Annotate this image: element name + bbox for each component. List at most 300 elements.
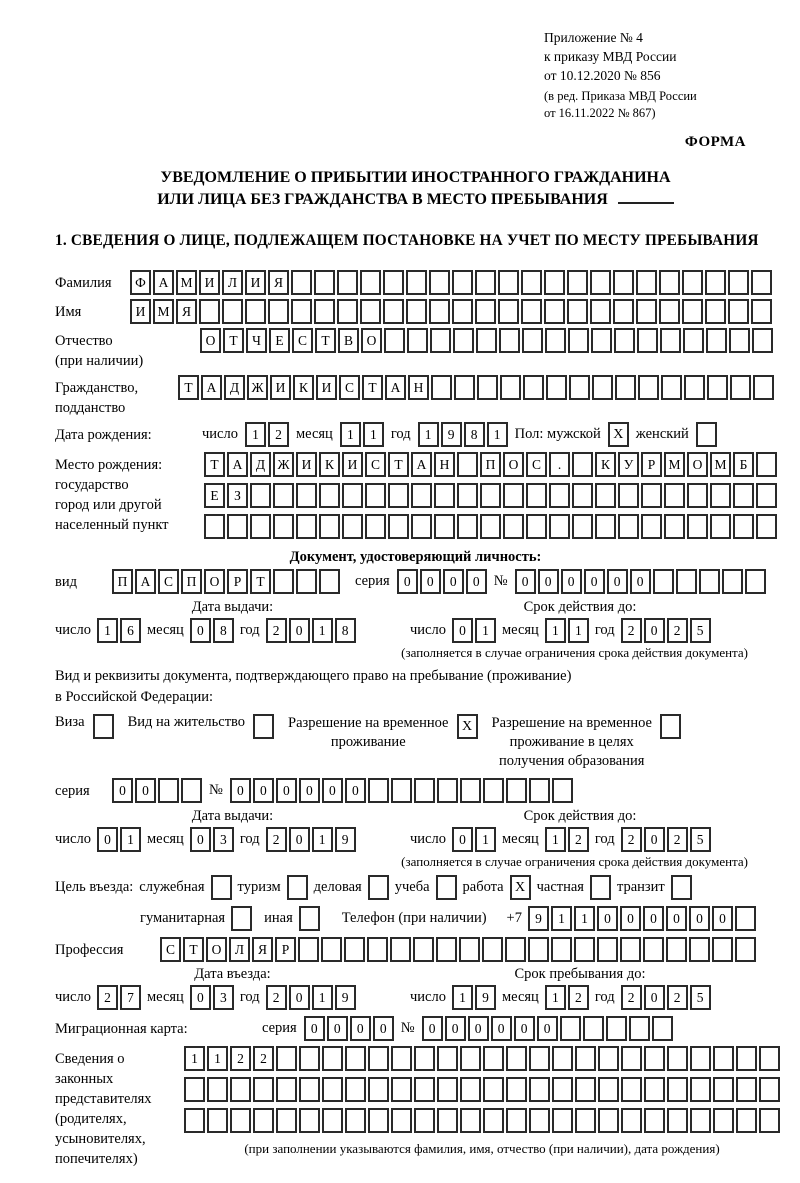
char-cell[interactable]: С <box>365 452 386 477</box>
char-cell[interactable] <box>567 270 588 295</box>
char-cell[interactable] <box>460 1046 481 1071</box>
char-cell[interactable]: З <box>227 483 248 508</box>
char-cell[interactable] <box>733 514 754 539</box>
char-cell[interactable] <box>365 483 386 508</box>
char-cell[interactable] <box>687 514 708 539</box>
char-cell[interactable] <box>273 514 294 539</box>
char-cell[interactable]: Е <box>269 328 290 353</box>
char-cell[interactable]: 5 <box>690 985 711 1010</box>
char-cell[interactable] <box>503 514 524 539</box>
char-cell[interactable]: 0 <box>190 618 211 643</box>
char-cell[interactable]: И <box>342 452 363 477</box>
char-cell[interactable]: С <box>160 937 181 962</box>
char-cell[interactable]: И <box>245 270 266 295</box>
char-cell[interactable] <box>528 937 549 962</box>
char-cell[interactable] <box>483 1046 504 1071</box>
char-cell[interactable] <box>314 270 335 295</box>
char-cell[interactable] <box>291 270 312 295</box>
char-cell[interactable] <box>368 1108 389 1133</box>
char-cell[interactable]: 2 <box>667 985 688 1010</box>
char-cell[interactable]: 1 <box>568 618 589 643</box>
char-cell[interactable]: И <box>199 270 220 295</box>
char-cell[interactable] <box>299 1046 320 1071</box>
char-cell[interactable]: 1 <box>551 906 572 931</box>
char-cell[interactable]: Т <box>178 375 199 400</box>
char-cell[interactable]: Т <box>388 452 409 477</box>
char-cell[interactable] <box>391 1108 412 1133</box>
char-cell[interactable] <box>614 328 635 353</box>
char-cell[interactable] <box>437 778 458 803</box>
char-cell[interactable] <box>713 1077 734 1102</box>
char-cell[interactable] <box>751 270 772 295</box>
char-cell[interactable] <box>360 299 381 324</box>
char-cell[interactable]: 0 <box>397 569 418 594</box>
char-cell[interactable]: О <box>361 328 382 353</box>
char-cell[interactable] <box>388 514 409 539</box>
char-cell[interactable] <box>291 299 312 324</box>
char-cell[interactable]: Н <box>434 452 455 477</box>
char-cell[interactable]: И <box>130 299 151 324</box>
char-cell[interactable] <box>621 1077 642 1102</box>
char-cell[interactable]: О <box>687 452 708 477</box>
char-cell[interactable] <box>431 375 452 400</box>
char-cell[interactable]: 9 <box>528 906 549 931</box>
char-cell[interactable]: 2 <box>97 985 118 1010</box>
char-cell[interactable] <box>592 375 613 400</box>
char-cell[interactable] <box>752 328 773 353</box>
char-cell[interactable]: М <box>710 452 731 477</box>
char-cell[interactable]: П <box>480 452 501 477</box>
char-cell[interactable]: С <box>339 375 360 400</box>
char-cell[interactable]: Т <box>362 375 383 400</box>
purpose-official-checkbox[interactable] <box>211 875 232 900</box>
char-cell[interactable]: Н <box>408 375 429 400</box>
char-cell[interactable] <box>184 1077 205 1102</box>
char-cell[interactable]: П <box>112 569 133 594</box>
char-cell[interactable]: 0 <box>644 618 665 643</box>
char-cell[interactable] <box>250 514 271 539</box>
char-cell[interactable] <box>296 569 317 594</box>
char-cell[interactable]: 0 <box>190 827 211 852</box>
char-cell[interactable] <box>181 778 202 803</box>
char-cell[interactable] <box>682 270 703 295</box>
char-cell[interactable] <box>575 1108 596 1133</box>
char-cell[interactable] <box>503 483 524 508</box>
char-cell[interactable] <box>411 514 432 539</box>
char-cell[interactable] <box>643 937 664 962</box>
char-cell[interactable] <box>453 328 474 353</box>
char-cell[interactable]: 1 <box>312 618 333 643</box>
char-cell[interactable] <box>659 270 680 295</box>
char-cell[interactable] <box>733 483 754 508</box>
char-cell[interactable] <box>699 569 720 594</box>
char-cell[interactable] <box>728 270 749 295</box>
char-cell[interactable] <box>569 375 590 400</box>
char-cell[interactable]: Д <box>224 375 245 400</box>
char-cell[interactable]: 2 <box>266 985 287 1010</box>
char-cell[interactable]: 0 <box>561 569 582 594</box>
char-cell[interactable] <box>296 514 317 539</box>
char-cell[interactable] <box>498 270 519 295</box>
char-cell[interactable]: 1 <box>574 906 595 931</box>
char-cell[interactable]: 0 <box>452 827 473 852</box>
char-cell[interactable]: 2 <box>667 618 688 643</box>
char-cell[interactable] <box>230 1108 251 1133</box>
char-cell[interactable] <box>204 514 225 539</box>
char-cell[interactable]: . <box>549 452 570 477</box>
char-cell[interactable]: 8 <box>464 422 485 447</box>
char-cell[interactable] <box>667 1108 688 1133</box>
char-cell[interactable] <box>722 569 743 594</box>
char-cell[interactable] <box>613 299 634 324</box>
char-cell[interactable] <box>314 299 335 324</box>
char-cell[interactable]: К <box>319 452 340 477</box>
char-cell[interactable] <box>621 1046 642 1071</box>
char-cell[interactable]: 2 <box>266 827 287 852</box>
char-cell[interactable]: 9 <box>335 827 356 852</box>
char-cell[interactable] <box>606 1016 627 1041</box>
char-cell[interactable]: П <box>181 569 202 594</box>
char-cell[interactable] <box>598 1046 619 1071</box>
char-cell[interactable] <box>390 937 411 962</box>
char-cell[interactable] <box>360 270 381 295</box>
char-cell[interactable]: 0 <box>597 906 618 931</box>
char-cell[interactable]: 0 <box>112 778 133 803</box>
char-cell[interactable] <box>482 937 503 962</box>
char-cell[interactable] <box>506 1108 527 1133</box>
char-cell[interactable] <box>437 1108 458 1133</box>
char-cell[interactable] <box>383 299 404 324</box>
char-cell[interactable] <box>230 1077 251 1102</box>
char-cell[interactable] <box>273 569 294 594</box>
char-cell[interactable] <box>414 778 435 803</box>
char-cell[interactable]: С <box>158 569 179 594</box>
char-cell[interactable] <box>273 483 294 508</box>
char-cell[interactable] <box>476 328 497 353</box>
char-cell[interactable] <box>687 483 708 508</box>
char-cell[interactable]: 0 <box>373 1016 394 1041</box>
char-cell[interactable] <box>388 483 409 508</box>
char-cell[interactable] <box>276 1046 297 1071</box>
char-cell[interactable] <box>572 452 593 477</box>
char-cell[interactable] <box>406 299 427 324</box>
char-cell[interactable] <box>522 328 543 353</box>
char-cell[interactable] <box>413 937 434 962</box>
char-cell[interactable] <box>549 514 570 539</box>
char-cell[interactable] <box>595 514 616 539</box>
char-cell[interactable]: 1 <box>207 1046 228 1071</box>
char-cell[interactable]: 0 <box>620 906 641 931</box>
char-cell[interactable] <box>590 299 611 324</box>
char-cell[interactable] <box>707 375 728 400</box>
char-cell[interactable]: 0 <box>666 906 687 931</box>
char-cell[interactable] <box>575 1046 596 1071</box>
char-cell[interactable]: Р <box>275 937 296 962</box>
char-cell[interactable] <box>598 1077 619 1102</box>
char-cell[interactable] <box>641 514 662 539</box>
char-cell[interactable]: 0 <box>322 778 343 803</box>
char-cell[interactable]: 0 <box>299 778 320 803</box>
char-cell[interactable] <box>365 514 386 539</box>
char-cell[interactable] <box>391 1077 412 1102</box>
char-cell[interactable]: 0 <box>514 1016 535 1041</box>
char-cell[interactable]: М <box>176 270 197 295</box>
char-cell[interactable] <box>521 299 542 324</box>
char-cell[interactable]: О <box>204 569 225 594</box>
char-cell[interactable] <box>158 778 179 803</box>
char-cell[interactable] <box>664 483 685 508</box>
char-cell[interactable] <box>638 375 659 400</box>
char-cell[interactable] <box>499 328 520 353</box>
char-cell[interactable] <box>544 299 565 324</box>
char-cell[interactable] <box>384 328 405 353</box>
char-cell[interactable] <box>368 1077 389 1102</box>
char-cell[interactable] <box>521 270 542 295</box>
char-cell[interactable] <box>667 1077 688 1102</box>
char-cell[interactable]: 0 <box>468 1016 489 1041</box>
char-cell[interactable] <box>730 375 751 400</box>
char-cell[interactable] <box>751 299 772 324</box>
char-cell[interactable] <box>644 1108 665 1133</box>
temp-residence-checkbox[interactable]: X <box>457 714 478 739</box>
char-cell[interactable]: Т <box>315 328 336 353</box>
char-cell[interactable] <box>574 937 595 962</box>
char-cell[interactable]: 2 <box>621 827 642 852</box>
char-cell[interactable] <box>544 270 565 295</box>
char-cell[interactable] <box>475 299 496 324</box>
char-cell[interactable] <box>406 270 427 295</box>
char-cell[interactable]: 5 <box>690 618 711 643</box>
char-cell[interactable]: 0 <box>607 569 628 594</box>
char-cell[interactable] <box>759 1046 780 1071</box>
char-cell[interactable] <box>460 778 481 803</box>
char-cell[interactable]: 0 <box>712 906 733 931</box>
char-cell[interactable] <box>407 328 428 353</box>
char-cell[interactable]: 0 <box>420 569 441 594</box>
char-cell[interactable] <box>583 1016 604 1041</box>
char-cell[interactable] <box>549 483 570 508</box>
char-cell[interactable]: 1 <box>452 985 473 1010</box>
visa-checkbox[interactable] <box>93 714 114 739</box>
char-cell[interactable]: У <box>618 452 639 477</box>
char-cell[interactable]: 0 <box>97 827 118 852</box>
char-cell[interactable]: 0 <box>515 569 536 594</box>
char-cell[interactable]: 9 <box>441 422 462 447</box>
char-cell[interactable]: 1 <box>475 618 496 643</box>
char-cell[interactable] <box>713 1046 734 1071</box>
char-cell[interactable]: 1 <box>340 422 361 447</box>
char-cell[interactable] <box>618 514 639 539</box>
char-cell[interactable] <box>299 1077 320 1102</box>
char-cell[interactable] <box>319 483 340 508</box>
char-cell[interactable]: 0 <box>452 618 473 643</box>
char-cell[interactable] <box>483 778 504 803</box>
char-cell[interactable] <box>500 375 521 400</box>
char-cell[interactable]: 0 <box>630 569 651 594</box>
char-cell[interactable]: 1 <box>487 422 508 447</box>
char-cell[interactable] <box>414 1108 435 1133</box>
char-cell[interactable]: 1 <box>97 618 118 643</box>
char-cell[interactable]: О <box>206 937 227 962</box>
sex-female-checkbox[interactable] <box>696 422 717 447</box>
char-cell[interactable] <box>434 483 455 508</box>
char-cell[interactable]: Т <box>223 328 244 353</box>
char-cell[interactable] <box>437 1077 458 1102</box>
char-cell[interactable] <box>253 1077 274 1102</box>
char-cell[interactable]: 1 <box>120 827 141 852</box>
char-cell[interactable]: 2 <box>266 618 287 643</box>
char-cell[interactable] <box>575 1077 596 1102</box>
char-cell[interactable]: 1 <box>545 827 566 852</box>
sex-male-checkbox[interactable]: X <box>608 422 629 447</box>
char-cell[interactable] <box>666 937 687 962</box>
char-cell[interactable] <box>552 1108 573 1133</box>
char-cell[interactable] <box>636 299 657 324</box>
char-cell[interactable] <box>545 328 566 353</box>
char-cell[interactable]: Т <box>204 452 225 477</box>
purpose-other-checkbox[interactable] <box>299 906 320 931</box>
char-cell[interactable]: А <box>135 569 156 594</box>
char-cell[interactable] <box>434 514 455 539</box>
temp-residence-education-checkbox[interactable] <box>660 714 681 739</box>
char-cell[interactable]: 2 <box>621 618 642 643</box>
char-cell[interactable] <box>430 328 451 353</box>
char-cell[interactable] <box>551 937 572 962</box>
char-cell[interactable] <box>644 1077 665 1102</box>
char-cell[interactable] <box>337 270 358 295</box>
char-cell[interactable]: С <box>292 328 313 353</box>
char-cell[interactable]: 0 <box>644 827 665 852</box>
char-cell[interactable] <box>483 1108 504 1133</box>
char-cell[interactable] <box>368 1046 389 1071</box>
char-cell[interactable]: 8 <box>213 618 234 643</box>
char-cell[interactable]: 0 <box>350 1016 371 1041</box>
purpose-study-checkbox[interactable] <box>436 875 457 900</box>
char-cell[interactable] <box>475 270 496 295</box>
char-cell[interactable] <box>480 514 501 539</box>
char-cell[interactable]: 9 <box>475 985 496 1010</box>
char-cell[interactable]: Ч <box>246 328 267 353</box>
char-cell[interactable]: И <box>296 452 317 477</box>
purpose-work-checkbox[interactable]: X <box>510 875 531 900</box>
char-cell[interactable] <box>459 937 480 962</box>
char-cell[interactable] <box>529 1046 550 1071</box>
char-cell[interactable]: Ж <box>247 375 268 400</box>
char-cell[interactable] <box>207 1077 228 1102</box>
char-cell[interactable] <box>383 270 404 295</box>
char-cell[interactable]: М <box>664 452 685 477</box>
purpose-tourism-checkbox[interactable] <box>287 875 308 900</box>
char-cell[interactable]: 0 <box>422 1016 443 1041</box>
char-cell[interactable]: 0 <box>689 906 710 931</box>
char-cell[interactable] <box>690 1108 711 1133</box>
char-cell[interactable] <box>296 483 317 508</box>
char-cell[interactable] <box>523 375 544 400</box>
char-cell[interactable]: 0 <box>327 1016 348 1041</box>
char-cell[interactable]: 2 <box>621 985 642 1010</box>
char-cell[interactable] <box>736 1108 757 1133</box>
char-cell[interactable]: 3 <box>213 827 234 852</box>
char-cell[interactable] <box>572 514 593 539</box>
char-cell[interactable] <box>621 1108 642 1133</box>
char-cell[interactable] <box>712 937 733 962</box>
char-cell[interactable] <box>452 270 473 295</box>
char-cell[interactable]: 1 <box>312 827 333 852</box>
char-cell[interactable]: Л <box>222 270 243 295</box>
char-cell[interactable]: 0 <box>253 778 274 803</box>
char-cell[interactable] <box>321 937 342 962</box>
char-cell[interactable] <box>454 375 475 400</box>
char-cell[interactable]: 1 <box>363 422 384 447</box>
char-cell[interactable]: 0 <box>584 569 605 594</box>
char-cell[interactable] <box>298 937 319 962</box>
char-cell[interactable] <box>480 483 501 508</box>
char-cell[interactable]: К <box>293 375 314 400</box>
char-cell[interactable] <box>690 1077 711 1102</box>
char-cell[interactable]: 2 <box>568 827 589 852</box>
char-cell[interactable] <box>636 270 657 295</box>
char-cell[interactable]: А <box>201 375 222 400</box>
char-cell[interactable] <box>652 1016 673 1041</box>
char-cell[interactable] <box>322 1108 343 1133</box>
char-cell[interactable]: 0 <box>537 1016 558 1041</box>
purpose-transit-checkbox[interactable] <box>671 875 692 900</box>
char-cell[interactable]: 0 <box>345 778 366 803</box>
char-cell[interactable] <box>598 1108 619 1133</box>
char-cell[interactable] <box>710 514 731 539</box>
char-cell[interactable] <box>735 937 756 962</box>
char-cell[interactable] <box>391 1046 412 1071</box>
char-cell[interactable] <box>199 299 220 324</box>
char-cell[interactable] <box>552 1077 573 1102</box>
char-cell[interactable] <box>342 514 363 539</box>
purpose-humanitarian-checkbox[interactable] <box>231 906 252 931</box>
char-cell[interactable]: 1 <box>184 1046 205 1071</box>
char-cell[interactable]: 0 <box>230 778 251 803</box>
char-cell[interactable]: 1 <box>245 422 266 447</box>
char-cell[interactable] <box>689 937 710 962</box>
char-cell[interactable] <box>713 1108 734 1133</box>
char-cell[interactable] <box>457 514 478 539</box>
char-cell[interactable] <box>756 483 777 508</box>
char-cell[interactable]: 1 <box>312 985 333 1010</box>
char-cell[interactable] <box>629 1016 650 1041</box>
char-cell[interactable]: 0 <box>135 778 156 803</box>
char-cell[interactable]: И <box>270 375 291 400</box>
char-cell[interactable]: Т <box>250 569 271 594</box>
char-cell[interactable]: А <box>227 452 248 477</box>
char-cell[interactable] <box>460 1077 481 1102</box>
char-cell[interactable] <box>659 299 680 324</box>
char-cell[interactable] <box>736 1077 757 1102</box>
char-cell[interactable] <box>759 1108 780 1133</box>
char-cell[interactable]: 1 <box>545 985 566 1010</box>
char-cell[interactable] <box>753 375 774 400</box>
char-cell[interactable] <box>759 1077 780 1102</box>
char-cell[interactable] <box>429 270 450 295</box>
char-cell[interactable] <box>299 1108 320 1133</box>
char-cell[interactable]: Д <box>250 452 271 477</box>
char-cell[interactable]: Р <box>641 452 662 477</box>
char-cell[interactable] <box>705 299 726 324</box>
char-cell[interactable] <box>729 328 750 353</box>
char-cell[interactable]: 0 <box>190 985 211 1010</box>
char-cell[interactable] <box>552 778 573 803</box>
char-cell[interactable] <box>460 1108 481 1133</box>
char-cell[interactable] <box>682 299 703 324</box>
char-cell[interactable]: 0 <box>643 906 664 931</box>
char-cell[interactable] <box>664 514 685 539</box>
